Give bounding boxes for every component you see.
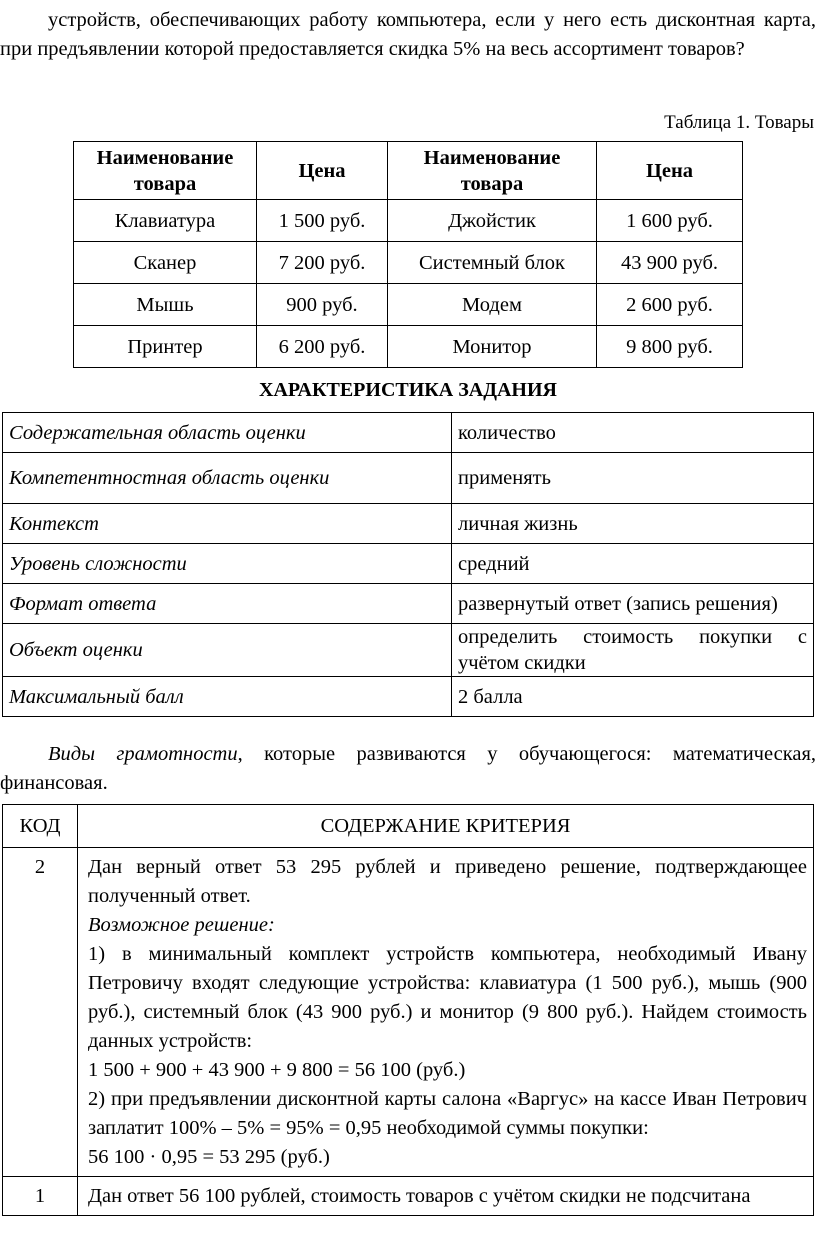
goods-header-price-2: Цена <box>597 142 743 200</box>
goods-cell: Принтер <box>74 326 257 368</box>
characteristic-value: средний <box>452 544 814 584</box>
goods-cell: 43 900 руб. <box>597 242 743 284</box>
table-row <box>3 624 814 677</box>
table-row <box>3 677 814 717</box>
table-row <box>3 504 814 544</box>
goods-cell: 9 800 руб. <box>597 326 743 368</box>
literacy-paragraph <box>0 740 816 798</box>
characteristic-value: применять <box>452 453 814 504</box>
characteristic-key: Максимальный балл <box>3 677 452 717</box>
characteristic-key: Уровень сложности <box>3 544 452 584</box>
goods-cell: Мышь <box>74 284 257 326</box>
table-row <box>74 326 743 368</box>
characteristic-key: Формат ответа <box>3 584 452 624</box>
goods-table <box>73 141 743 368</box>
characteristic-value: 2 балла <box>452 677 814 717</box>
literacy-text: , которые развиваются у обучающегося: математическая, финансовая. <box>0 743 816 794</box>
literacy-label: Виды грамотности <box>48 743 238 765</box>
goods-cell: 1 600 руб. <box>597 200 743 242</box>
goods-cell: Монитор <box>388 326 597 368</box>
goods-cell: Системный блок <box>388 242 597 284</box>
solution-step-2: 2) при предъявлении дисконтной карты салона «Варгус» на кассе Иван Петрович заплатит 100% – 5% = 95% = 0,95 необходимой суммы покупки: <box>88 1088 807 1139</box>
criteria-header-code: КОД <box>3 805 78 848</box>
criteria-content <box>78 848 814 1177</box>
goods-cell: Джойстик <box>388 200 597 242</box>
criteria-answer: Дан ответ 56 100 рублей, стоимость товаров с учётом скидки не подсчитана <box>78 1177 814 1216</box>
criteria-code: 2 <box>3 848 78 1177</box>
goods-cell: Сканер <box>74 242 257 284</box>
goods-cell: 1 500 руб. <box>257 200 388 242</box>
goods-header-name-1: Наименование товара <box>74 142 257 200</box>
characteristic-value: личная жизнь <box>452 504 814 544</box>
solution-label: Возможное решение: <box>88 914 275 936</box>
characteristic-value: определить стоимость покупки с учётом скидки <box>452 624 814 677</box>
characteristics-table <box>2 412 814 717</box>
criteria-answer: Дан верный ответ 53 295 рублей и приведено решение, подтверждающее полученный ответ. <box>88 856 807 907</box>
table-row <box>3 413 814 453</box>
goods-cell: 6 200 руб. <box>257 326 388 368</box>
goods-table-header-row <box>74 142 743 200</box>
solution-calc-1: 1 500 + 900 + 43 900 + 9 800 = 56 100 (руб.) <box>88 1059 466 1081</box>
goods-header-name-2: Наименование товара <box>388 142 597 200</box>
criteria-code: 1 <box>3 1177 78 1216</box>
characteristic-key: Контекст <box>3 504 452 544</box>
goods-cell: Модем <box>388 284 597 326</box>
table-row <box>74 242 743 284</box>
table-row <box>3 848 814 1177</box>
solution-calc-2: 56 100 · 0,95 = 53 295 (руб.) <box>88 1146 330 1168</box>
table-row <box>3 584 814 624</box>
goods-cell: 7 200 руб. <box>257 242 388 284</box>
goods-table-caption: Таблица 1. Товары <box>664 112 814 133</box>
goods-cell: 900 руб. <box>257 284 388 326</box>
characteristics-title: ХАРАКТЕРИСТИКА ЗАДАНИЯ <box>259 379 557 401</box>
table-row <box>74 200 743 242</box>
goods-header-price-1: Цена <box>257 142 388 200</box>
characteristic-key: Содержательная область оценки <box>3 413 452 453</box>
goods-cell: Клавиатура <box>74 200 257 242</box>
intro-paragraph: устройств, обеспечивающих работу компьютера, если у него есть дисконтная карта, при предъявлении которой предоставляется скидка 5% на весь ассортимент товаров? <box>0 9 816 60</box>
characteristic-key: Компетентностная область оценки <box>3 453 452 504</box>
characteristic-value: развернутый ответ (запись решения) <box>452 584 814 624</box>
table-row <box>74 284 743 326</box>
characteristic-key: Объект оценки <box>3 624 452 677</box>
solution-step-1: 1) в минимальный комплект устройств компьютера, необходимый Ивану Петровичу входят следующие устройства: клавиатура (1 500 руб.), мышь (900 руб.), системный блок (43 900 руб.) и монитор (9 800 руб.). Найдем стоимость данных устройств: <box>88 943 807 1052</box>
characteristic-value: количество <box>452 413 814 453</box>
goods-cell: 2 600 руб. <box>597 284 743 326</box>
criteria-header-row <box>3 805 814 848</box>
table-row <box>3 1177 814 1216</box>
criteria-table <box>2 804 814 1216</box>
table-row <box>3 453 814 504</box>
table-row <box>3 544 814 584</box>
criteria-header-content: СОДЕРЖАНИЕ КРИТЕРИЯ <box>78 805 814 848</box>
